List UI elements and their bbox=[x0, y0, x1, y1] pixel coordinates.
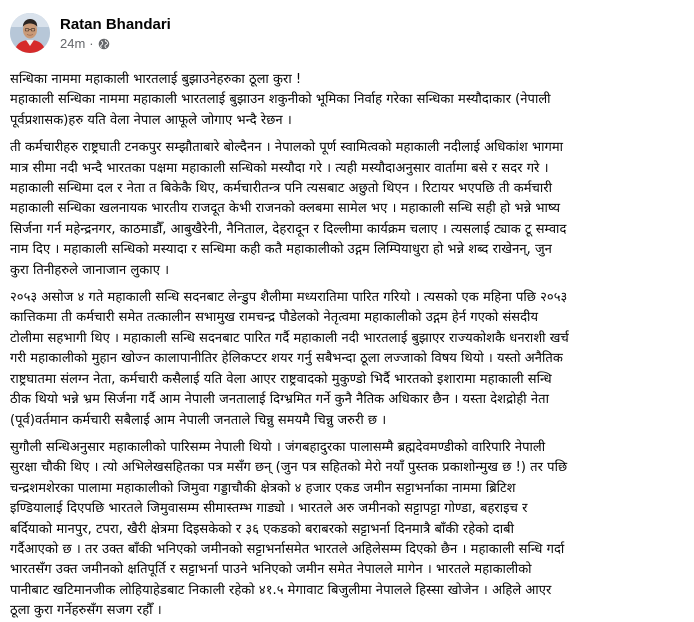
post-header bbox=[10, 10, 684, 56]
post-timestamp[interactable]: 24m bbox=[60, 35, 86, 51]
post-text-line: गर्दैआएको छ । तर उक्त बाँकी भनिएको जमीनको सट्टाभर्नासमेत भारतले अहिलेसम्म दिएको छैन । महाकाली सन्धि गर्दा bbox=[10, 541, 565, 557]
post-text-line: नाम दिए । महाकाली सन्धिको मस्यादा र सन्धिमा कही कतै महाकालीको उद्गम लिम्पियाधुरा हो भन्ने शब्द राखेनन्, जुन bbox=[10, 242, 552, 258]
post-text-line: पूर्वप्रशासक)हरु यति वेला नेपाल आफूले जोगाए भन्दै रेछन । bbox=[10, 112, 292, 128]
author-avatar[interactable] bbox=[10, 13, 50, 53]
post-text-line: पानीबाट खटिमानजीक लोहियाहेडबाट निकाली रहेको ४१.५ मेगावाट बिजुलीमा नेपालले हिस्सा खोजेन । अहिले आएर bbox=[10, 582, 552, 598]
post-text-line: भारतसँग उक्त जमीनको क्षतिपूर्ति र सट्टाभर्ना पाउने भनिएको जमीन समेत नेपालले मागेन । भारतले महाकालीको bbox=[10, 562, 532, 578]
post-text-line: सन्धिका नाममा महाकाली भारतलाई बुझाउनेहरुका ठूला कुरा ! bbox=[10, 72, 302, 87]
post-text-line: (पूर्व)वर्तमान कर्मचारी सबैलाई आम नेपाली जनताले चिन्नु समयमै चिन्नु जरुरी छ । bbox=[10, 412, 387, 428]
avatar-image bbox=[10, 13, 50, 53]
separator-dot: · bbox=[89, 35, 94, 51]
post-text-line: बर्दियाको मानपुर, टपरा, खैरी क्षेत्रमा दिइसकेको र ३६ एकडको बराबरको सट्टाभर्ना दिनमात्रै बाँकी रहेको दाबी bbox=[10, 521, 514, 537]
post-text-line: टोलीमा सहभागी थिए । महाकाली सन्धि सदनबाट पारित गर्दै महाकाली नदी भारतलाई बुझाएर राज्यकोशकै धनराशी खर्च bbox=[10, 330, 569, 346]
post-text-line: इण्डियालाई दिएपछि भारतले जिमुवासम्म सीमास्तम्भ गाड्यो । भारतले अरु जमीनको सट्टापट्टा गोण्डा, बहराइच र bbox=[10, 501, 528, 517]
post-paragraph bbox=[10, 438, 684, 622]
post-text-line: मात्र सीमा नदी भन्दै भारतका पक्षमा महाकाली सन्धिको मस्यौदा गरे । त्यही मस्यौदाअनुसार वार्तामा बसे र सदर गरे । bbox=[10, 160, 549, 176]
post-paragraph bbox=[10, 70, 684, 131]
post-text-line: कुरा तिनीहरुले जानाजान लुकाए । bbox=[10, 262, 170, 278]
author-name[interactable]: Ratan Bhandari bbox=[60, 15, 171, 33]
post-body bbox=[10, 70, 684, 622]
post-text-line: कात्तिकमा ती कर्मचारी समेत तत्कालीन सभामुख रामचन्द्र पौडेलको नेतृत्वमा महाकालीको उद्गम हेर्न गएको संसदीय bbox=[10, 310, 539, 326]
post-text-line: सुगौली सन्धिअनुसार महाकालीको पारिसम्म नेपाली थियो । जंगबहादुरका पालासम्मै ब्रह्मदेवमण्डीको वारिपारि नेपाली bbox=[10, 439, 546, 455]
post-text-line: ठीक थियो भन्ने भ्रम सिर्जना गर्दै आम नेपाली जनतालाई दिग्भ्रमित गर्ने कुनै नैतिक अधिकार छैन । यस्ता देशद्रोही नेता bbox=[10, 392, 549, 408]
post-text-line: महाकाली सन्धिका नाममा महाकाली भारतलाई बुझाउन शकुनीको भूमिका निर्वाह गरेका सन्धिका मस्यौदाकार (नेपाली bbox=[10, 92, 551, 108]
post-text-line: राष्ट्रघातमा संलग्न नेता, कर्मचारी कसैलाई यति वेला आएर राष्ट्रवादको मुकुण्डो भिर्दै भारतको इशारामा महाकाली सन्धि bbox=[10, 371, 552, 387]
post-text-line: चन्द्रशमशेरका पालामा महाकालीको जिमुवा गड्डाचौकी क्षेत्रको ४ हजार एकड जमीन सट्टाभर्नाका नाममा ब्रिटिश bbox=[10, 480, 516, 496]
post-text-line: ठूला कुरा गर्नेहरुसँग सजग रहौँ । bbox=[10, 603, 162, 619]
post-text-line: ती कर्मचारीहरु राष्ट्रघाती टनकपुर सम्झौताबारे बोल्दैनन । नेपालको पूर्ण स्वामित्वको महाकाली नदीलाई अधिकांश भागमा bbox=[10, 140, 564, 156]
post-text-line: सिर्जना गर्न महेन्द्रनगर, काठमाडौँ, आबुखैरेनी, नैनिताल, देहरादून र दिल्लीमा कार्यक्रम चलाए । त्यसलाई ट्याक टू सम्वाद bbox=[10, 221, 567, 237]
post-text-line: महाकाली सन्धिमा दल र नेता त बिकेकै थिए, कर्मचारीतन्त्र पनि त्यसबाट अछुतो थिएन । रिटायर भएपछि ती कर्मचारी bbox=[10, 181, 553, 197]
post-text-line: गरी महाकालीको मुहान खोज्न कालापानीतिर हेलिकप्टर शयर गर्नु सबैभन्दा ठूला लज्जाको विषय थियो । यस्तो अनैतिक bbox=[10, 351, 563, 367]
post-text-line: २०५३ असोज ४ गते महाकाली सन्धि सदनबाट लेन्डुप शैलीमा मध्यरातिमा पारित गरियो । त्यसको एक महिना पछि २०५३ bbox=[10, 290, 568, 306]
post-meta bbox=[60, 15, 171, 52]
post-text-line: महाकाली सन्धिका खलनायक भारतीय राजदूत केभी राजनको क्लबमा सामेल भए । महाकाली सन्धि सही हो भन्ने भाष्य bbox=[10, 201, 561, 217]
post-paragraph bbox=[10, 138, 684, 281]
globe-icon[interactable] bbox=[98, 37, 110, 49]
post-paragraph bbox=[10, 288, 684, 431]
post-subline bbox=[60, 35, 171, 52]
post-text-line: सुरक्षा चौकी थिए । त्यो अभिलेखसहितका पत्र मसँग छन् (जुन पत्र सहितको मेरो नयाँ पुस्तक प्रकाशोन्मुख छ !) तर पछि bbox=[10, 460, 568, 476]
